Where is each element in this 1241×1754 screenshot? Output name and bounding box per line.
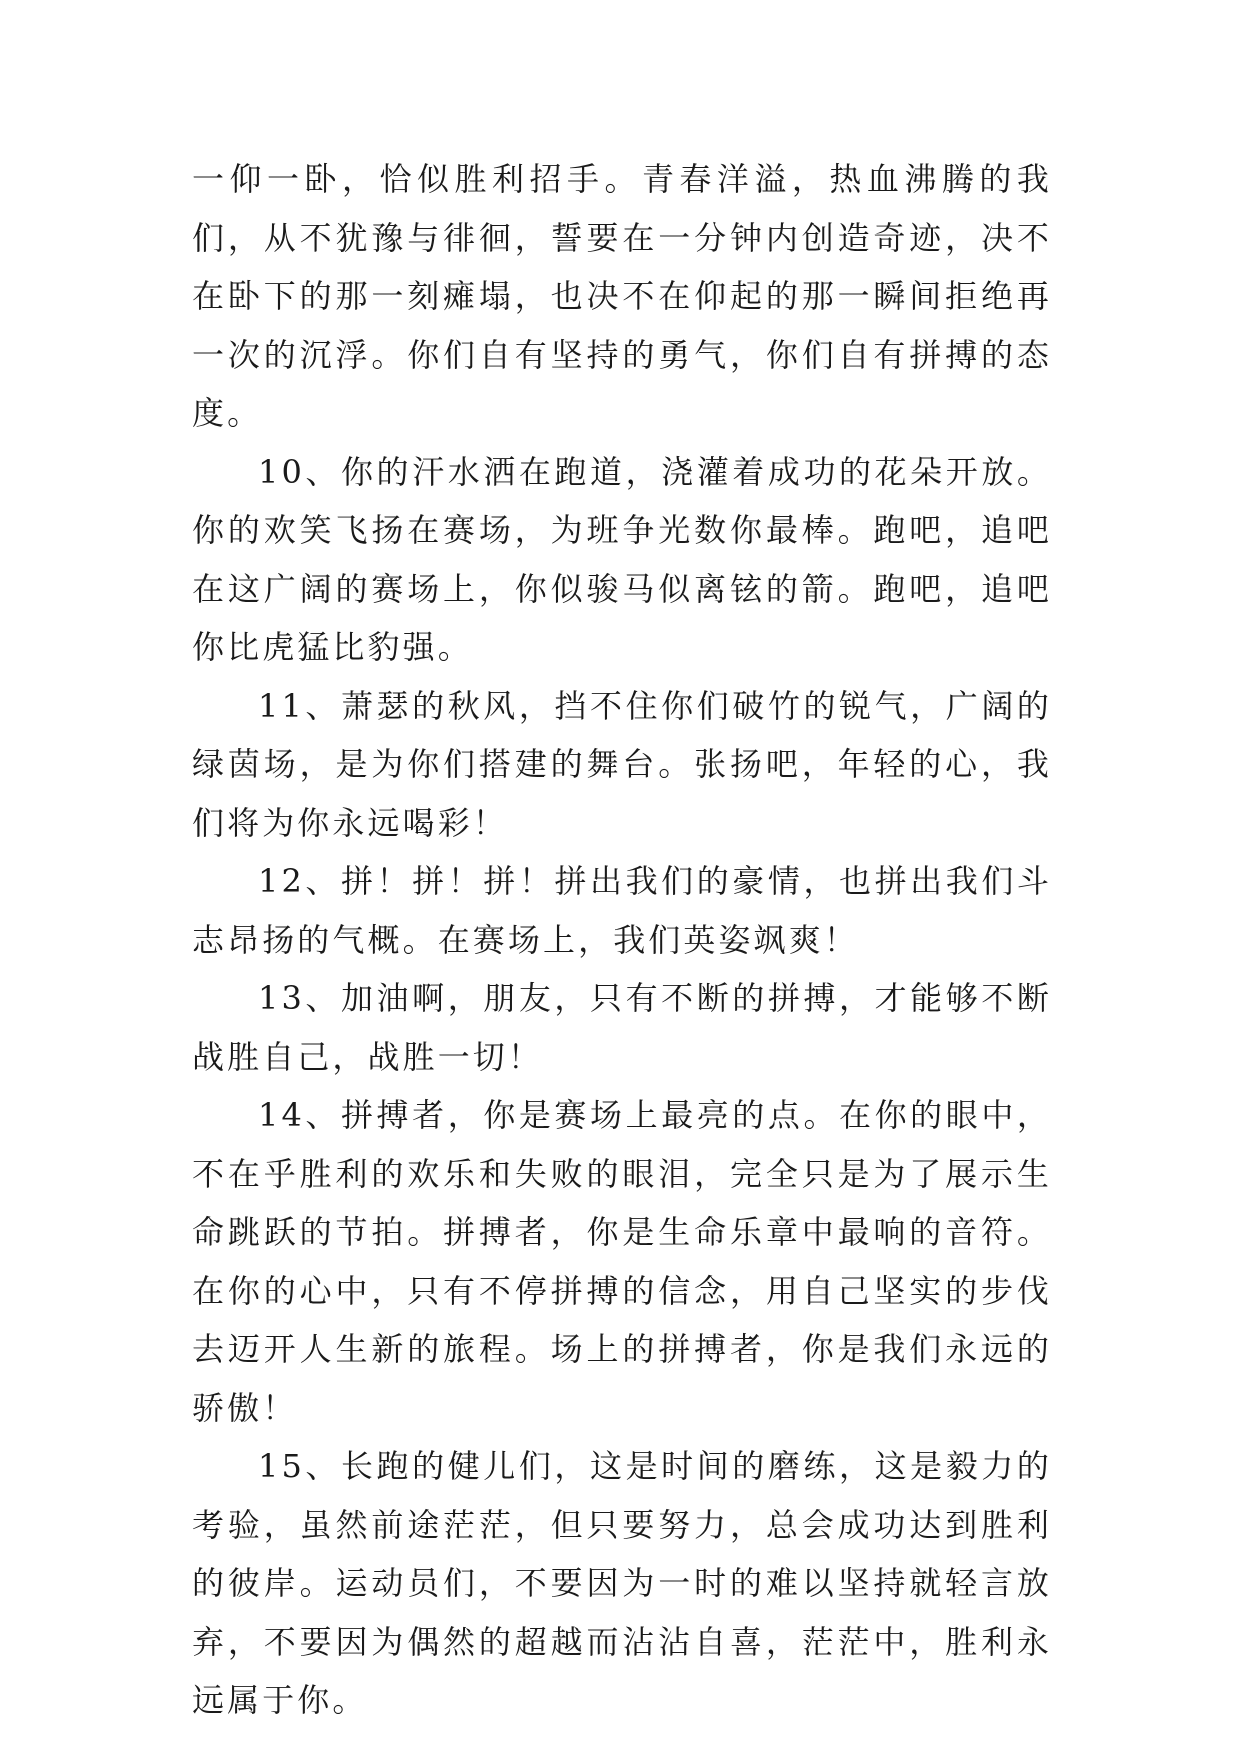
paragraph-item-10: 10、你的汗水洒在跑道，浇灌着成功的花朵开放。你的欢笑飞扬在赛场，为班争光数你最棒。跑吧，追吧在这广阔的赛场上，你似骏马似离铉的箭。跑吧，追吧你比虎猛比豹强。 [192, 452, 1052, 666]
paragraph-continuation: 一仰一卧，恰似胜利招手。青春洋溢，热血沸腾的我们，从不犹豫与徘徊，誓要在一分钟内创造奇迹，决不在卧下的那一刻瘫塌，也决不在仰起的那一瞬间拒绝再一次的沉浮。你们自有坚持的勇气，你们自有拼搏的态度。 [192, 160, 1052, 432]
document-body [192, 150, 1052, 1730]
paragraph-item-14: 14、拼搏者，你是赛场上最亮的点。在你的眼中，不在乎胜利的欢乐和失败的眼泪，完全只是为了展示生命跳跃的节拍。拼搏者，你是生命乐章中最响的音符。在你的心中，只有不停拼搏的信念，用自己坚实的步伐去迈开人生新的旅程。场上的拼搏者，你是我们永远的骄傲！ [192, 1096, 1052, 1427]
paragraph-item-15: 15、长跑的健儿们，这是时间的磨练，这是毅力的考验，虽然前途茫茫，但只要努力，总会成功达到胜利的彼岸。运动员们，不要因为一时的难以坚持就轻言放弃，不要因为偶然的超越而沾沾自喜，茫茫中，胜利永远属于你。 [192, 1447, 1052, 1719]
paragraph-item-12: 12、拼！拼！拼！拼出我们的豪情，也拼出我们斗志昂扬的气概。在赛场上，我们英姿飒爽！ [192, 862, 1052, 959]
paragraph-item-11: 11、萧瑟的秋风，挡不住你们破竹的锐气，广阔的绿茵场，是为你们搭建的舞台。张扬吧，年轻的心，我们将为你永远喝彩！ [192, 686, 1052, 842]
paragraph-item-13: 13、加油啊，朋友，只有不断的拼搏，才能够不断战胜自己，战胜一切！ [192, 979, 1052, 1076]
